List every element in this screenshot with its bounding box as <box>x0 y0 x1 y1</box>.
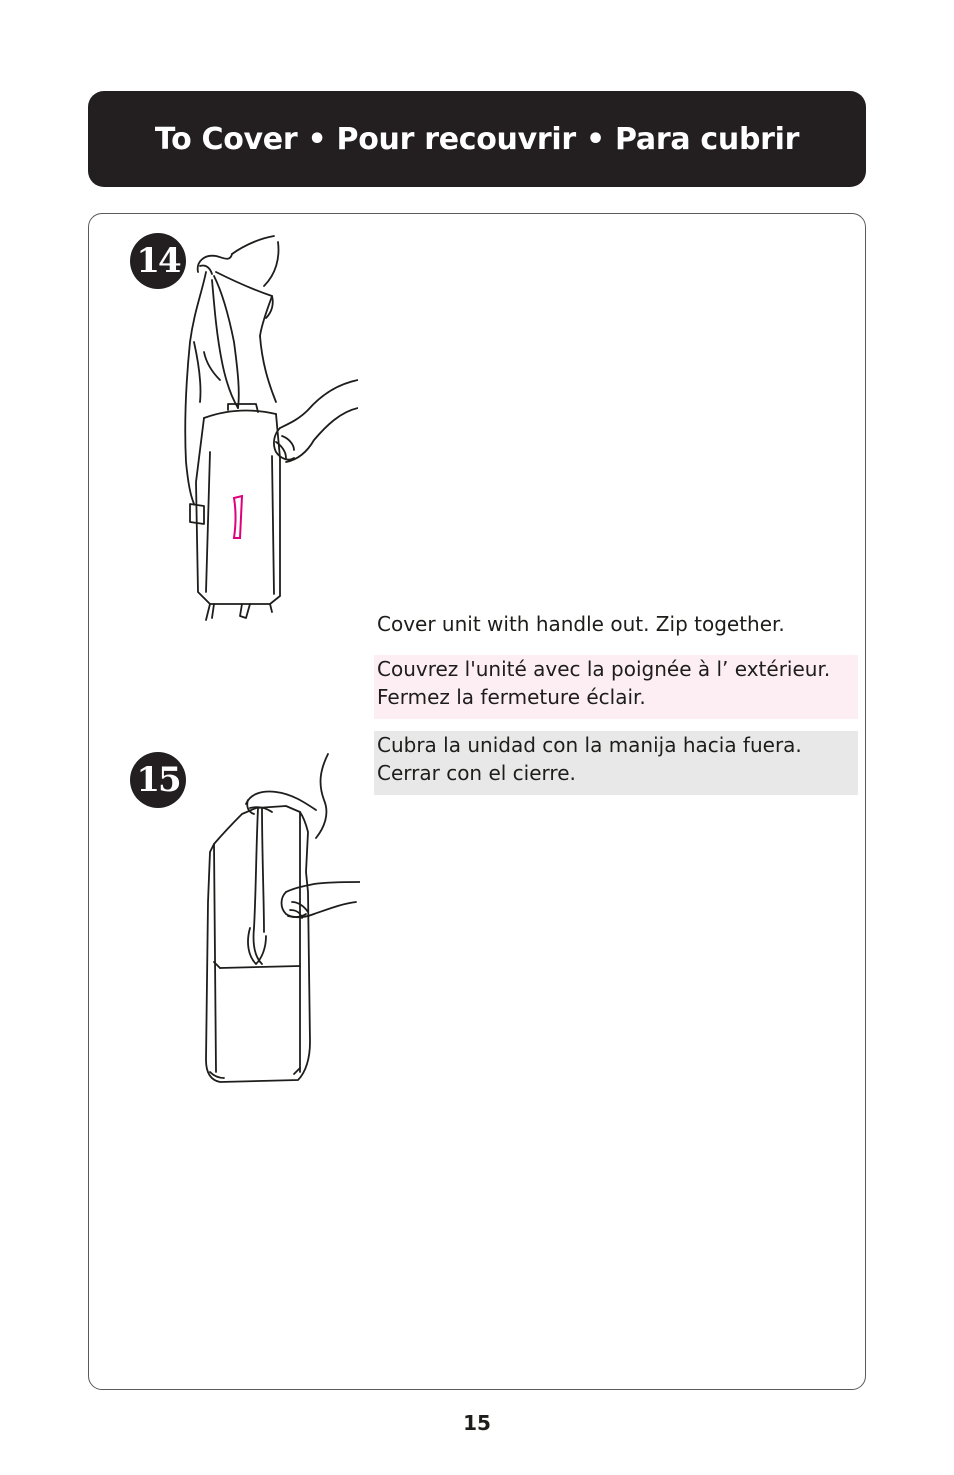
covering-unit-with-bag-icon <box>176 232 358 624</box>
section-title: To Cover • Pour recouvrir • Para cubrir <box>154 121 800 157</box>
instruction-french: Couvrez l'unité avec la poignée à l’ extérieur. Fermez la fermeture éclair. <box>374 655 858 719</box>
instruction-english: Cover unit with handle out. Zip together. <box>377 612 785 636</box>
step-14-badge: 14 <box>130 233 186 289</box>
step-15-badge: 15 <box>130 752 186 808</box>
page-number: 15 <box>463 1411 491 1435</box>
instruction-spanish: Cubra la unidad con la manija hacia fuera. Cerrar con el cierre. <box>374 731 858 795</box>
zipping-covered-unit-icon <box>200 752 360 1088</box>
section-header <box>88 91 866 187</box>
